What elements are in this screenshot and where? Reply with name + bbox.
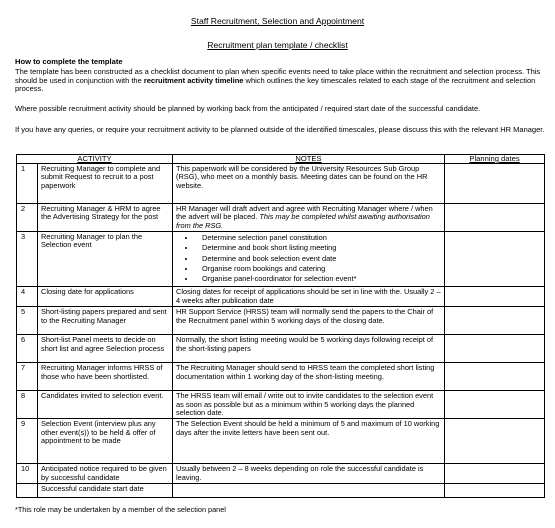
list-item: • Determine and book selection event date (196, 255, 441, 263)
document-title: Staff Recruitment, Selection and Appointment (190, 16, 365, 26)
row-number: 7 (17, 363, 38, 391)
row-number: 6 (17, 335, 38, 363)
planning-date-cell[interactable] (445, 484, 545, 498)
table-row (17, 484, 545, 498)
intro-p1-start: The template has been constructed as a checklist document to plan when specific events need to take place within the recruitment and selection process. This should be used in conjunction with the (15, 67, 541, 85)
table-header-row (17, 155, 545, 164)
planning-date-cell[interactable] (445, 287, 545, 307)
table-row (17, 204, 545, 232)
recruitment-plan-table (16, 154, 545, 498)
row-activity: Closing date for applications (38, 287, 173, 307)
row-notes (173, 204, 445, 232)
row-notes: The Selection Event should be held a minimum of 5 and maximum of 10 working days after the invite letters have been sent out. (173, 419, 445, 464)
row-activity: Candidates invited to selection event. (38, 391, 173, 419)
row-number (17, 484, 38, 498)
row-notes: Normally, the short listing meeting would be 5 working days following receipt of the short-listing papers (173, 335, 445, 363)
row-notes: HR Support Service (HRSS) team will normally send the papers to the Chair of the Recruitment panel within 5 working days of the closing date. (173, 307, 445, 335)
intro-paragraph-2: Where possible recruitment activity should be planned by working back from the anticipated / required start date of the successful candidate. (15, 104, 481, 113)
row-activity: Short-listing papers prepared and sent to the Recruiting Manager (38, 307, 173, 335)
header-planning-dates: Planning dates (445, 155, 545, 164)
header-activity: ACTIVITY (17, 155, 173, 164)
row-activity: Anticipated notice required to be given by successful candidate (38, 464, 173, 484)
planning-date-cell[interactable] (445, 363, 545, 391)
list-item: • Organise room bookings and catering (196, 265, 441, 273)
planning-date-cell[interactable] (445, 464, 545, 484)
intro-paragraph-1 (15, 68, 545, 94)
row-number: 3 (17, 232, 38, 287)
row-notes (173, 232, 445, 287)
planning-date-cell[interactable] (445, 391, 545, 419)
row-notes: Usually between 2 – 8 weeks depending on role the successful candidate is leaving. (173, 464, 445, 484)
table-row (17, 419, 545, 464)
list-item: • Determine and book short listing meeting (196, 244, 441, 252)
planning-date-cell[interactable] (445, 335, 545, 363)
planning-date-cell[interactable] (445, 164, 545, 204)
table-row (17, 232, 545, 287)
row-activity: Recruiting Manager to complete and submit Request to recruit to a post paperwork (38, 164, 173, 204)
list-item: • Determine selection panel constitution (196, 234, 441, 242)
row-notes: The HRSS team will email / write out to invite candidates to the selection event as soon as possible but as a minimum within 5 working days the planned selection date. (173, 391, 445, 419)
row-notes: Closing dates for receipt of applications should be set in line with the. Usually 2 – 4 weeks after publication date (173, 287, 445, 307)
row-activity: Recruiting Manager to plan the Selection event (38, 232, 173, 287)
document-subtitle: Recruitment plan template / checklist (207, 40, 348, 50)
selection-event-checklist (176, 234, 441, 283)
row-notes-italic: This may be completed whilst awaiting authorisation from the RSG. (176, 212, 430, 230)
footnote: *This role may be undertaken by a member of the selection panel (15, 505, 226, 514)
row-number: 2 (17, 204, 38, 232)
row-number: 10 (17, 464, 38, 484)
row-activity: Recruiting Manager & HRM to agree the Advertising Strategy for the post (38, 204, 173, 232)
table-row (17, 164, 545, 204)
row-number: 8 (17, 391, 38, 419)
row-number: 5 (17, 307, 38, 335)
planning-date-cell[interactable] (445, 419, 545, 464)
table-row (17, 287, 545, 307)
how-to-heading: How to complete the template (15, 57, 123, 66)
row-number: 9 (17, 419, 38, 464)
row-notes: The Recruiting Manager should send to HRSS team the completed short listing documentation within 1 working day of the short-listing meeting. (173, 363, 445, 391)
row-number: 1 (17, 164, 38, 204)
planning-date-cell[interactable] (445, 232, 545, 287)
header-notes: NOTES (173, 155, 445, 164)
list-item: • Organise panel-coordinator for selection event* (196, 275, 441, 283)
table-row (17, 335, 545, 363)
row-activity: Successful candidate start date (38, 484, 173, 498)
intro-p1-bold: recruitment activity timeline (143, 75, 244, 85)
planning-date-cell[interactable] (445, 204, 545, 232)
row-activity: Selection Event (interview plus any other event(s)) to be held & offer of appointment to be made (38, 419, 173, 464)
row-activity: Short-list Panel meets to decide on short list and agree Selection process (38, 335, 173, 363)
row-notes-text: HR Manager will draft advert and agree with Recruiting Manager where / when the advert will be placed. (176, 204, 433, 222)
row-notes: This paperwork will be considered by the University Resources Sub Group (RSG), who meet on a monthly basis. Meeting dates can be found on the HR website. (173, 164, 445, 204)
row-activity: Recruiting Manager informs HRSS of those who have been shortlisted. (38, 363, 173, 391)
planning-date-cell[interactable] (445, 307, 545, 335)
intro-paragraph-3: If you have any queries, or require your recruitment activity to be planned outside of the identified timescales, please discuss this with the relevant HR Manager. (15, 125, 545, 134)
intro-p1-end: which outlines the key timescales related to each stage of the recruitment and selection process. (15, 75, 536, 94)
table-row (17, 307, 545, 335)
table-row (17, 391, 545, 419)
table-row (17, 464, 545, 484)
row-number: 4 (17, 287, 38, 307)
table-row (17, 363, 545, 391)
row-notes (173, 484, 445, 498)
